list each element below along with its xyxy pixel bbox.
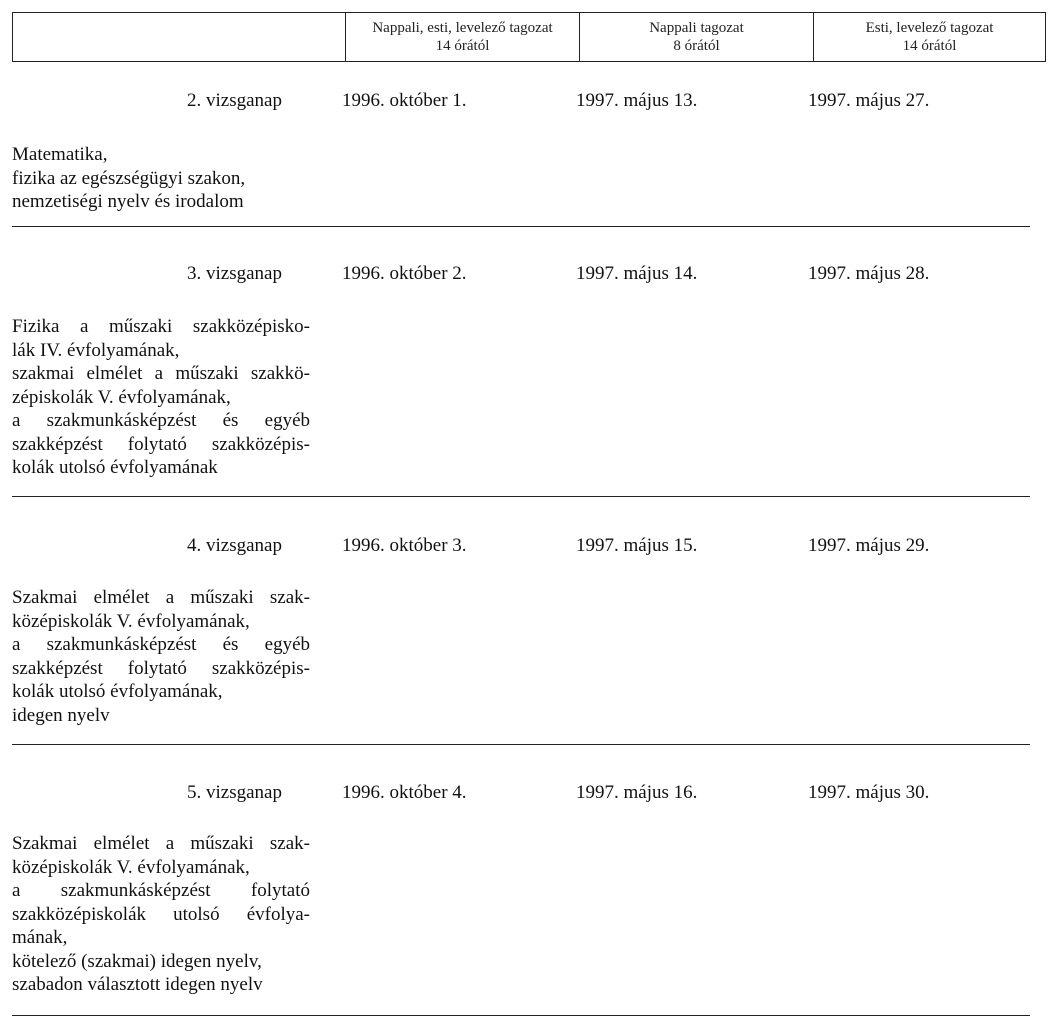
exam-subjects [12,143,310,214]
date-evening: 1997. május 30. [808,782,930,803]
date-day-evening: 1996. október 2. [342,263,467,284]
subject-line: kötelező (szakmai) idegen nyelv, [12,950,262,972]
subject-line: Szakmai elmélet a műszaki szak- [12,587,310,608]
header-col2-line2: 8 órától [673,38,720,54]
section-divider [12,1015,1030,1016]
header-col2-line1: Nappali tagozat [649,20,744,36]
header-col3-line1: Esti, levelező tagozat [865,20,994,36]
subject-line: szakképzést folytató szakközépis- [12,657,310,679]
subject-line: szakmai elmélet a műszaki szakkö- [12,363,310,384]
subject-line: kolák utolsó évfolyamának, [12,681,223,702]
header-col-evening-correspondence [813,13,1045,61]
subject-line: középiskolák V. évfolyamának, [12,610,250,632]
date-day: 1997. május 15. [576,535,698,556]
subject-line: Szakmai elmélet a műszaki szak- [12,833,310,854]
exam-day-label: 2. vizsganap [187,90,282,111]
exam-subjects [12,315,310,480]
date-evening: 1997. május 28. [808,263,930,284]
date-day-evening: 1996. október 3. [342,535,467,556]
subject-line: a szakmunkásképzést folytató [12,880,310,901]
subject-line: szabadon választott idegen nyelv [12,974,263,995]
exam-day-label: 3. vizsganap [187,263,282,284]
date-evening: 1997. május 27. [808,90,930,111]
subject-line: nemzetiségi nyelv és irodalom [12,191,244,212]
section-divider [12,496,1030,497]
section-divider [12,226,1030,227]
section-divider [12,744,1030,745]
subject-line: mának, [12,927,68,948]
subject-line: szakképzést folytató szakközépis- [12,433,310,455]
subject-line: Fizika a műszaki szakközépisko- [12,316,310,337]
date-day-evening: 1996. október 4. [342,782,467,803]
date-day: 1997. május 13. [576,90,698,111]
header-empty-cell [13,13,345,61]
subject-line: középiskolák V. évfolyamának, [12,856,250,878]
table-header [12,12,1046,62]
subject-line: szakközépiskolák utolsó évfolya- [12,903,310,925]
subject-line: Matematika, [12,144,108,165]
subject-line: fizika az egészségügyi szakon, [12,167,246,189]
exam-subjects [12,586,310,727]
date-day: 1997. május 14. [576,263,698,284]
subject-line: zépiskolák V. évfolyamának, [12,386,231,408]
date-evening: 1997. május 29. [808,535,930,556]
subject-line: a szakmunkásképzést és egyéb [12,410,310,431]
exam-day-label: 4. vizsganap [187,535,282,556]
subject-line: lák IV. évfolyamának, [12,339,180,361]
header-col3-line2: 14 órától [902,38,957,54]
header-col1-line1: Nappali, esti, levelező tagozat [372,20,553,36]
date-day-evening: 1996. október 1. [342,90,467,111]
exam-subjects [12,832,310,997]
date-day: 1997. május 16. [576,782,698,803]
subject-line: a szakmunkásképzést és egyéb [12,634,310,655]
header-col-day-evening-correspondence [345,13,579,61]
subject-line: kolák utolsó évfolyamának [12,457,218,478]
header-col-day [579,13,813,61]
header-col1-line2: 14 órától [435,38,490,54]
subject-line: idegen nyelv [12,704,110,726]
exam-day-label: 5. vizsganap [187,782,282,803]
